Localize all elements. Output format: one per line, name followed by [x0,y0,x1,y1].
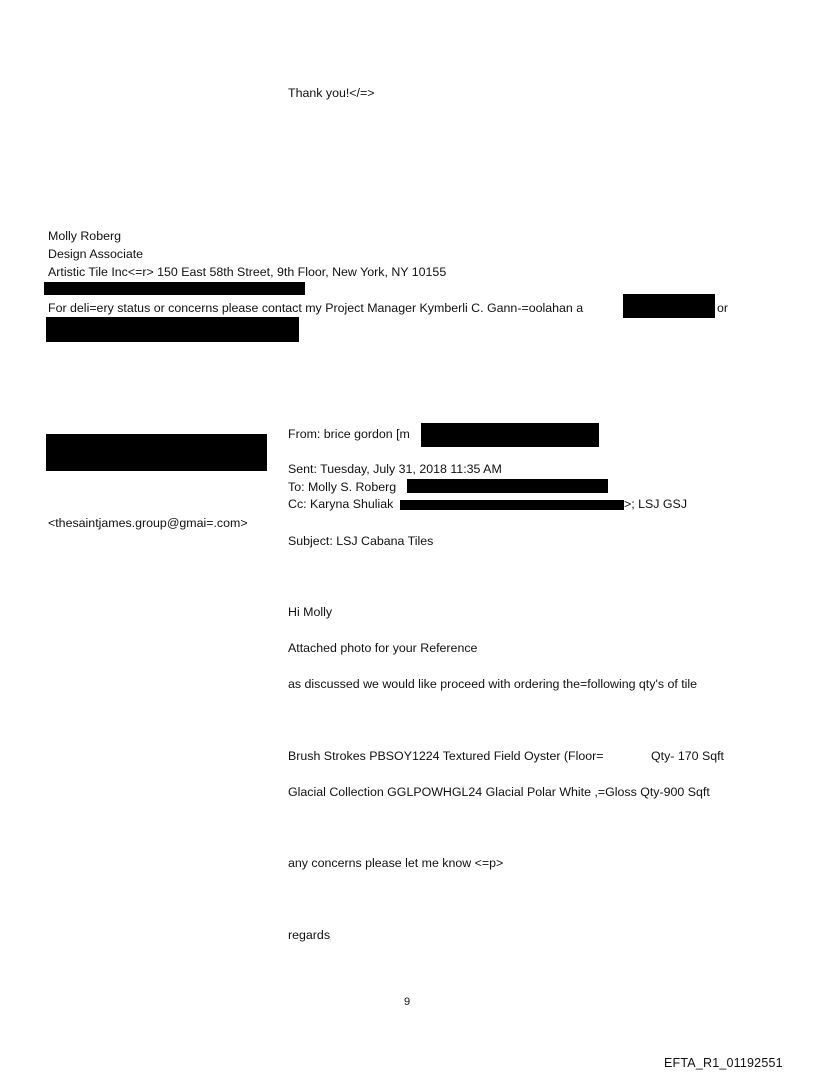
body-line-reference: Attached photo for your Reference [288,641,478,655]
redaction-bar [407,479,608,493]
closing-thanks: Thank you!</=> [288,86,375,100]
footer-document-id: EFTA_R1_01192551 [664,1056,783,1070]
greeting: Hi Molly [288,605,333,619]
redaction-bar [421,423,599,447]
cc-line-suffix: >; LSJ GSJ [624,497,688,511]
cc-line: Cc: Karyna Shuliak [288,497,394,511]
signature-title: Design Associate [48,247,144,261]
page-number: 9 [404,996,411,1008]
sender-email-fragment: <thesaintjames.group@gmai=.com> [48,516,248,530]
from-line: From: brice gordon [m [288,427,410,441]
to-line: To: Molly S. Roberg [288,480,397,494]
delivery-contact-text: For deli=ery status or concerns please contact my Project Manager Kymberli C. Gann-=oolahan a [48,301,584,315]
body-line-order: as discussed we would like proceed with ordering the=following qty's of tile [288,677,698,691]
delivery-contact-or: or [717,301,729,315]
redaction-bar [400,500,624,510]
redaction-bar [44,282,305,295]
subject-line: Subject: LSJ Cabana Tiles [288,534,434,548]
redaction-bar [623,294,715,318]
tile-item-1-qty: Qty- 170 Sqft [651,749,725,763]
signature-name: Molly Roberg [48,229,121,243]
sent-line: Sent: Tuesday, July 31, 2018 11:35 AM [288,462,502,476]
tile-item-2: Glacial Collection GGLPOWHGL24 Glacial Polar White ,=Gloss Qty-900 Sqft [288,785,710,799]
signature-company-address: Artistic Tile Inc<=r> 150 East 58th Street, 9th Floor, New York, NY 10155 [48,265,447,279]
redaction-bar [46,434,267,471]
concerns-line: any concerns please let me know <=p> [288,856,504,870]
sign-off: regards [288,928,331,942]
redaction-bar [46,317,299,342]
tile-item-1: Brush Strokes PBSOY1224 Textured Field Oyster (Floor= [288,749,604,763]
